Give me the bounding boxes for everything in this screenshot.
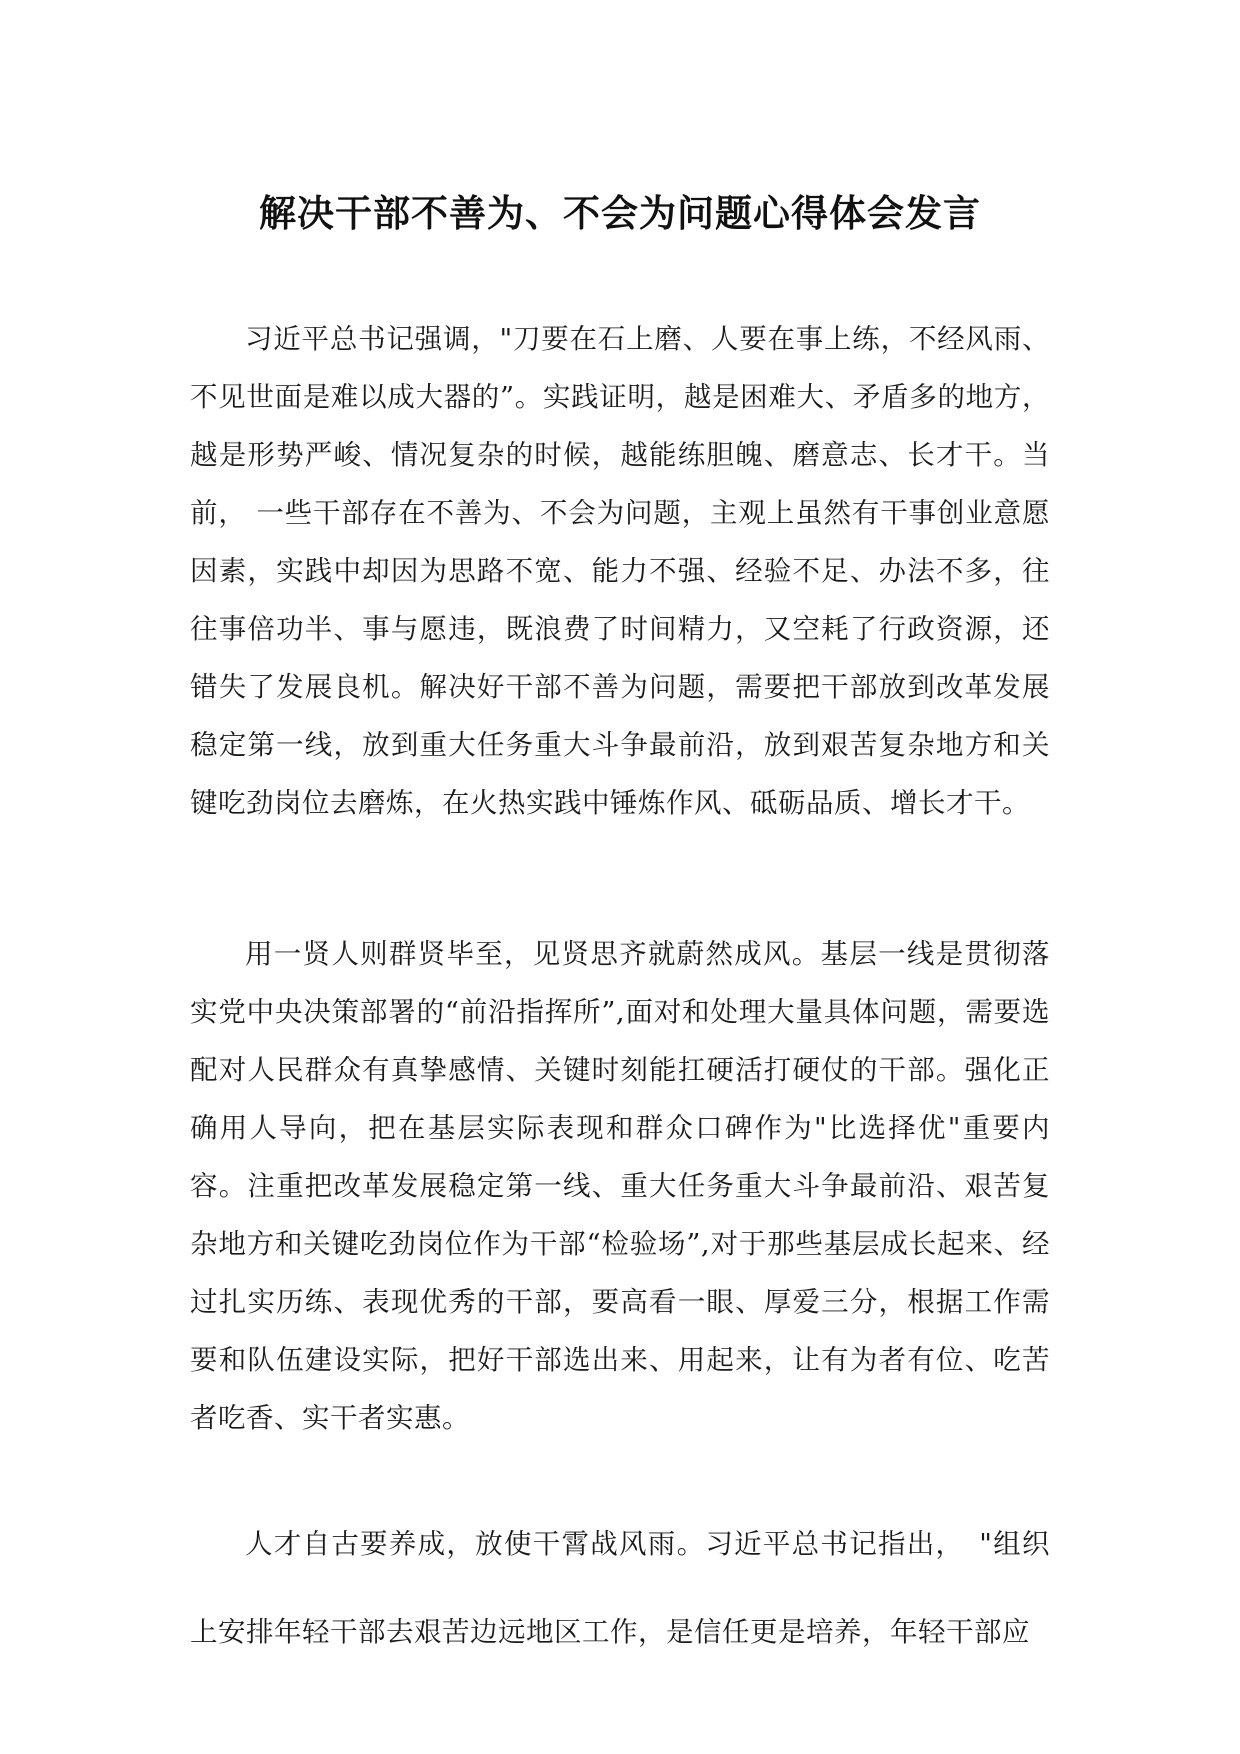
- page-title: 解决干部不善为、不会为问题心得体会发言: [259, 192, 981, 235]
- paragraph-3: 人才自古要养成，放使干霄战风雨。习近平总书记指出， "组织上安排年轻干部去艰苦边远地区工作，是信任更是培养，年轻干部应: [190, 1528, 1050, 1648]
- paragraph-2: 用一贤人则群贤毕至，见贤思齐就蔚然成风。基层一线是贯彻落实党中央决策部署的“前沿指挥所”,面对和处理大量具体问题，需要选配对人民群众有真挚感情、关键时刻能扛硬活打硬仗的干部。强化正确用人导向，把在基层实际表现和群众口碑作为"比选择优"重要内容。注重把改革发展稳定第一线、重大任务重大斗争最前沿、艰苦复杂地方和关键吃劲岗位作为干部“检验场”,对于那些基层成长起来、经过扎实历练、表现优秀的干部，要高看一眼、厚爱三分，根据工作需要和队伍建设实际，把好干部选出来、用起来，让有为者有位、吃苦者吃香、实干者实惠。: [190, 938, 1050, 1434]
- paragraph-1: 习近平总书记强调，"刀要在石上磨、人要在事上练，不经风雨、不见世面是难以成大器的”。实践证明，越是困难大、矛盾多的地方，越是形势严峻、情况复杂的时候，越能练胆魄、磨意志、长才干。当前， 一些干部存在不善为、不会为问题，主观上虽然有干事创业意愿因素，实践中却因为思路不宽、能力不强、经验不足、办法不多，往往事倍功半、事与愿违，既浪费了时间精力，又空耗了行政资源，还错失了发展良机。解决好干部不善为问题，需要把干部放到改革发展稳定第一线，放到重大任务重大斗争最前沿，放到艰苦复杂地方和关键吃劲岗位去磨炼，在火热实践中锤炼作风、砥砺品质、增长才干。: [190, 323, 1050, 819]
